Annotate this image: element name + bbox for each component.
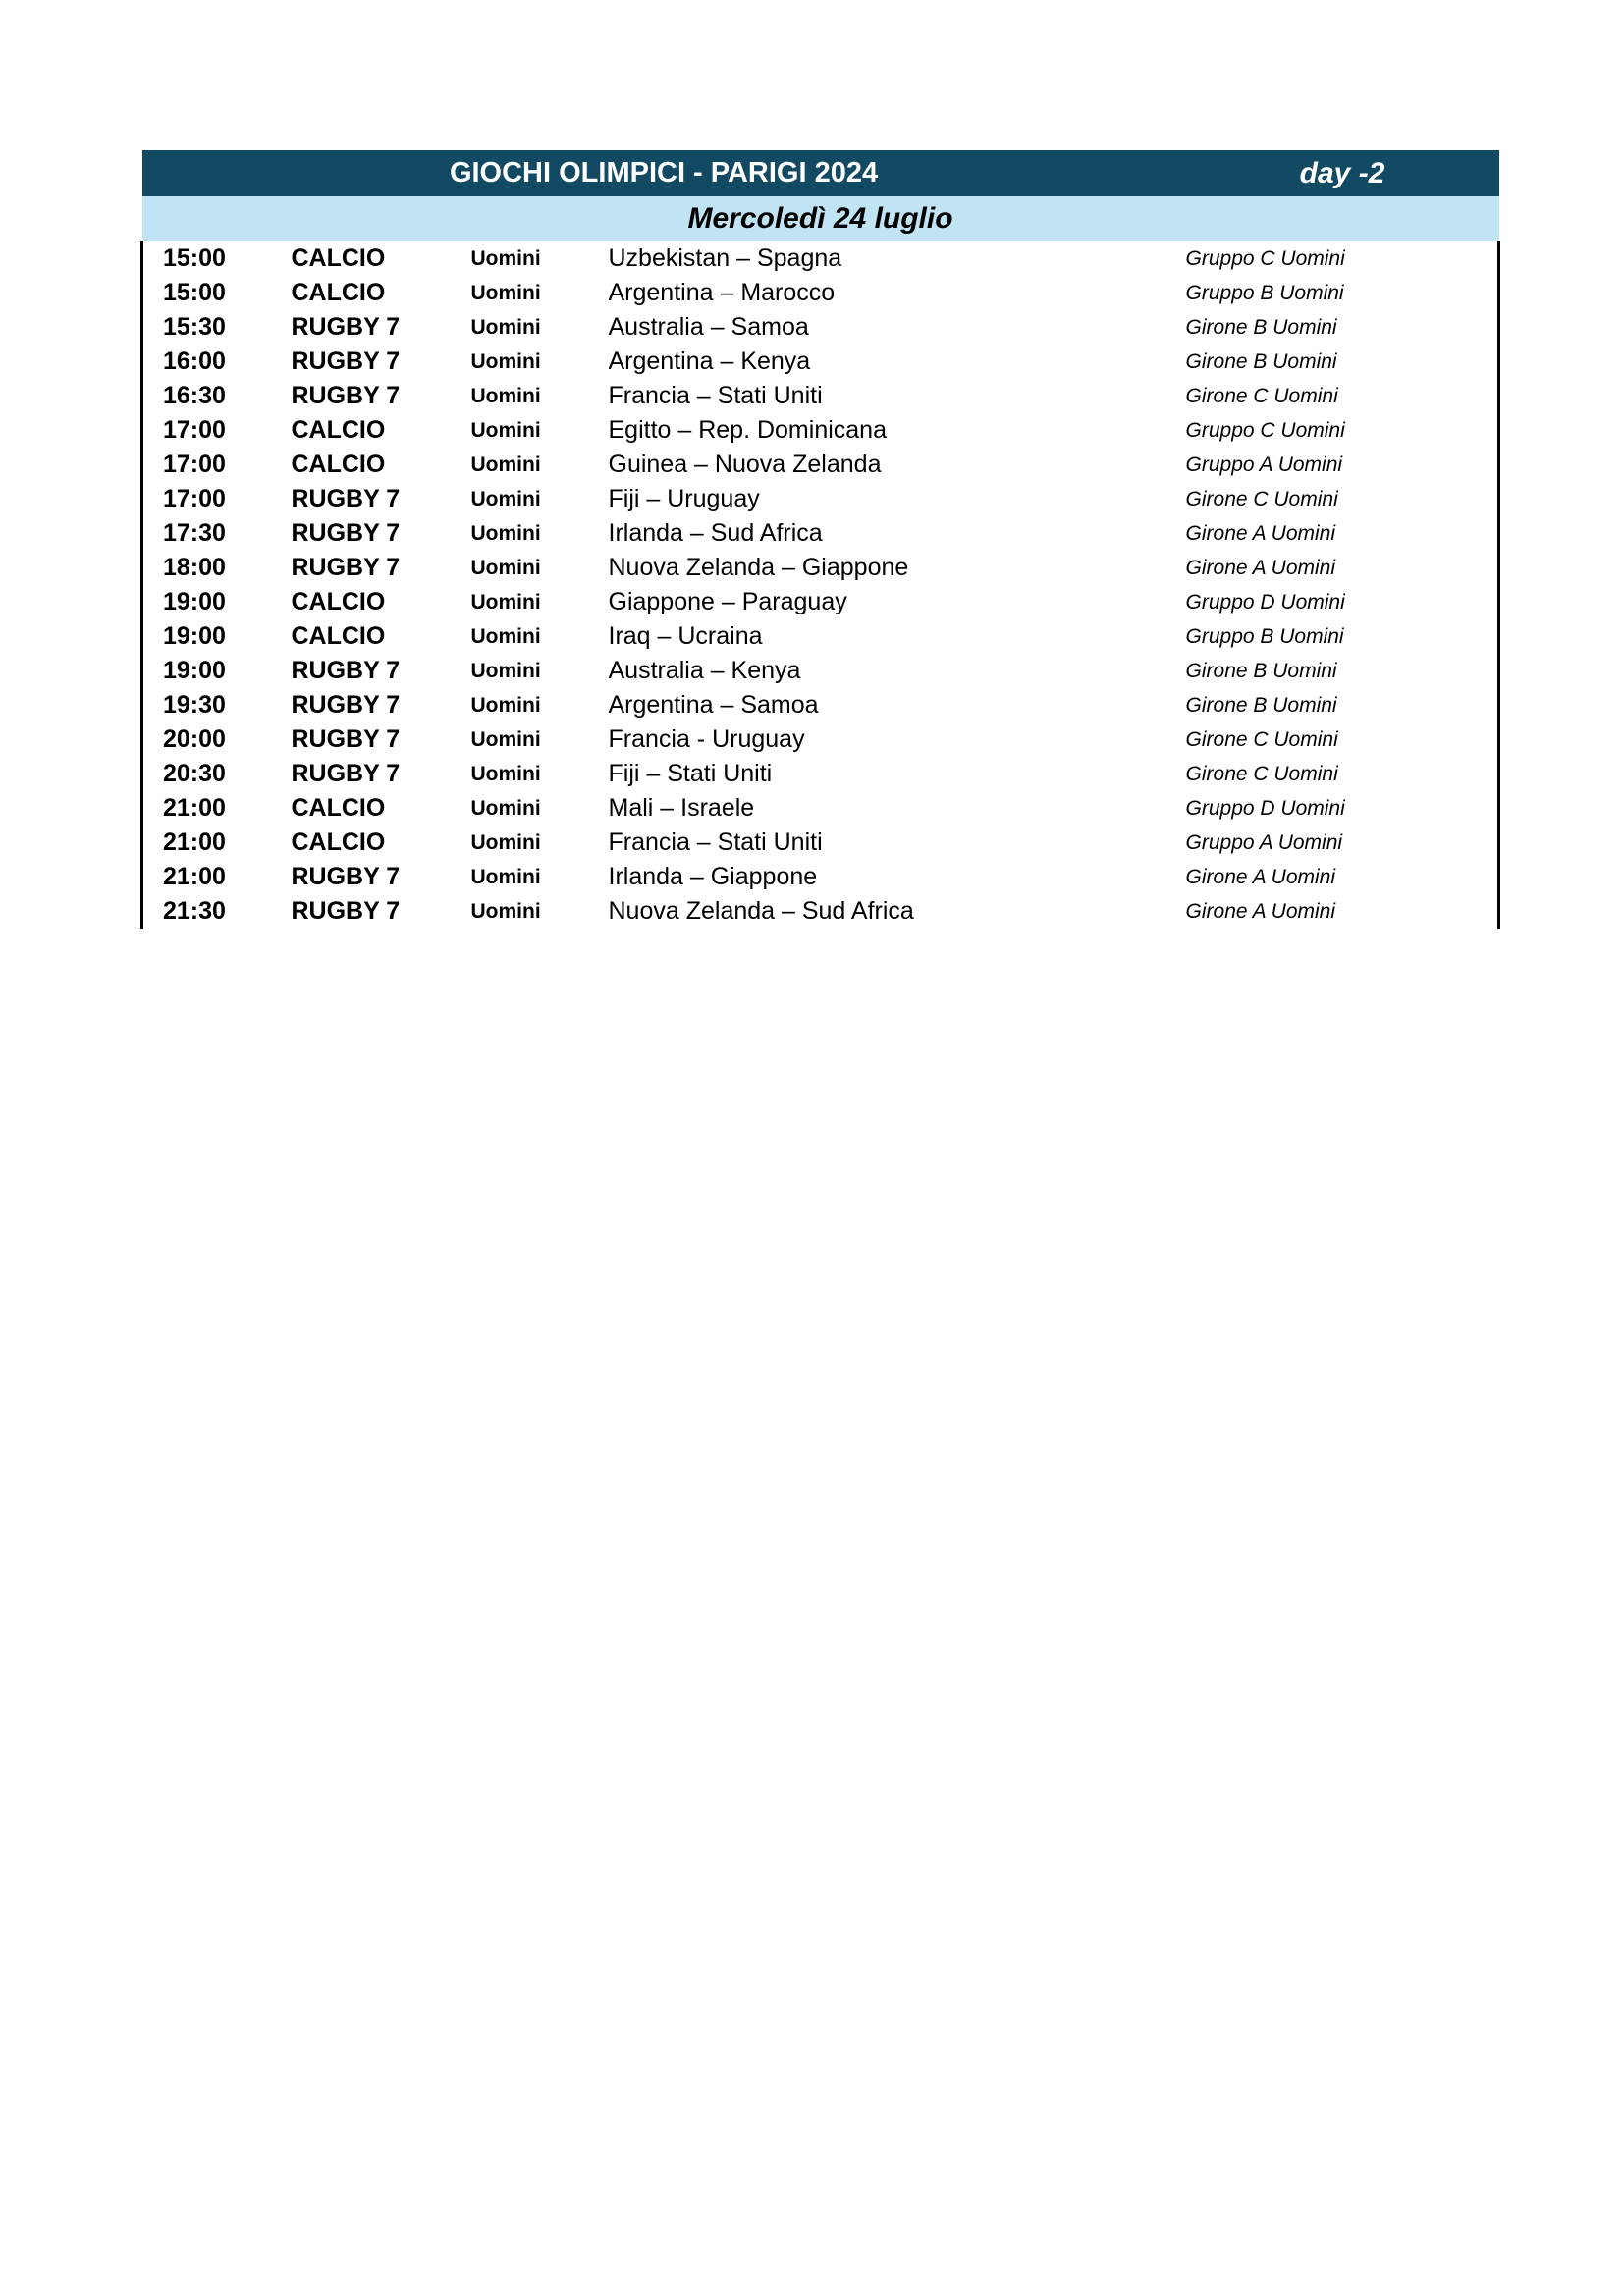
event-gender: Uomini bbox=[470, 349, 541, 373]
table-row bbox=[142, 345, 1499, 379]
event-group: Girone B Uomini bbox=[1186, 654, 1499, 688]
table-row bbox=[142, 757, 1499, 791]
event-gender: Uomini bbox=[470, 556, 541, 579]
event-sport: RUGBY 7 bbox=[291, 760, 401, 787]
event-gender: Uomini bbox=[470, 315, 541, 339]
event-gender: Uomini bbox=[470, 487, 541, 510]
event-match: Fiji – Uruguay bbox=[608, 485, 760, 512]
event-sport: RUGBY 7 bbox=[291, 382, 401, 409]
event-time: 19:00 bbox=[142, 585, 288, 619]
page-title: GIOCHI OLIMPICI - PARIGI 2024 bbox=[142, 150, 1186, 196]
event-time: 17:30 bbox=[142, 516, 288, 551]
event-time: 15:00 bbox=[142, 276, 288, 310]
event-sport: CALCIO bbox=[291, 828, 386, 856]
event-sport: RUGBY 7 bbox=[291, 863, 401, 890]
event-group: Gruppo B Uomini bbox=[1186, 276, 1499, 310]
table-row bbox=[142, 894, 1499, 929]
table-row bbox=[142, 516, 1499, 551]
event-group: Girone B Uomini bbox=[1186, 345, 1499, 379]
event-time: 17:00 bbox=[142, 482, 288, 516]
event-sport: RUGBY 7 bbox=[291, 897, 401, 925]
event-sport: CALCIO bbox=[291, 794, 386, 822]
date-label: Mercoledì 24 luglio bbox=[142, 196, 1499, 241]
event-sport: RUGBY 7 bbox=[291, 554, 401, 581]
event-sport: CALCIO bbox=[291, 588, 386, 615]
event-time: 16:00 bbox=[142, 345, 288, 379]
day-label: day -2 bbox=[1186, 150, 1499, 196]
event-match: Fiji – Stati Uniti bbox=[608, 760, 773, 787]
event-gender: Uomini bbox=[470, 830, 541, 854]
table-row bbox=[142, 379, 1499, 413]
event-gender: Uomini bbox=[470, 281, 541, 304]
event-sport: RUGBY 7 bbox=[291, 519, 401, 547]
event-group: Gruppo D Uomini bbox=[1186, 585, 1499, 619]
table-row bbox=[142, 722, 1499, 757]
schedule-table bbox=[140, 150, 1500, 929]
event-match: Irlanda – Giappone bbox=[608, 863, 818, 890]
event-gender: Uomini bbox=[470, 384, 541, 407]
table-row bbox=[142, 654, 1499, 688]
event-match: Argentina – Marocco bbox=[608, 279, 836, 306]
event-sport: RUGBY 7 bbox=[291, 691, 401, 719]
event-match: Nuova Zelanda – Sud Africa bbox=[608, 897, 914, 925]
event-group: Girone B Uomini bbox=[1186, 688, 1499, 722]
event-gender: Uomini bbox=[470, 727, 541, 751]
event-group: Gruppo A Uomini bbox=[1186, 448, 1499, 482]
event-time: 15:00 bbox=[142, 241, 288, 276]
table-row bbox=[142, 791, 1499, 826]
table-row bbox=[142, 276, 1499, 310]
event-match: Francia – Stati Uniti bbox=[608, 382, 823, 409]
table-row bbox=[142, 413, 1499, 448]
event-gender: Uomini bbox=[470, 899, 541, 923]
event-group: Gruppo B Uomini bbox=[1186, 619, 1499, 654]
event-sport: CALCIO bbox=[291, 622, 386, 650]
event-time: 20:30 bbox=[142, 757, 288, 791]
event-group: Girone A Uomini bbox=[1186, 516, 1499, 551]
event-time: 21:00 bbox=[142, 791, 288, 826]
event-group: Gruppo C Uomini bbox=[1186, 241, 1499, 276]
event-time: 18:00 bbox=[142, 551, 288, 585]
event-match: Guinea – Nuova Zelanda bbox=[608, 451, 882, 478]
event-match: Australia – Samoa bbox=[608, 313, 809, 341]
event-sport: CALCIO bbox=[291, 279, 386, 306]
title-row bbox=[142, 150, 1499, 196]
table-row bbox=[142, 482, 1499, 516]
event-group: Girone C Uomini bbox=[1186, 722, 1499, 757]
event-gender: Uomini bbox=[470, 453, 541, 476]
event-match: Giappone – Paraguay bbox=[608, 588, 847, 615]
event-match: Egitto – Rep. Dominicana bbox=[608, 416, 887, 444]
event-time: 17:00 bbox=[142, 413, 288, 448]
event-gender: Uomini bbox=[470, 624, 541, 648]
event-time: 21:00 bbox=[142, 826, 288, 860]
event-sport: CALCIO bbox=[291, 416, 386, 444]
event-group: Girone A Uomini bbox=[1186, 551, 1499, 585]
table-row bbox=[142, 826, 1499, 860]
table-row bbox=[142, 688, 1499, 722]
event-match: Irlanda – Sud Africa bbox=[608, 519, 823, 547]
event-sport: RUGBY 7 bbox=[291, 485, 401, 512]
event-gender: Uomini bbox=[470, 796, 541, 820]
table-row bbox=[142, 448, 1499, 482]
event-match: Francia – Stati Uniti bbox=[608, 828, 823, 856]
event-match: Argentina – Samoa bbox=[608, 691, 819, 719]
schedule-sheet bbox=[140, 150, 1497, 929]
event-group: Gruppo C Uomini bbox=[1186, 413, 1499, 448]
event-time: 20:00 bbox=[142, 722, 288, 757]
event-time: 19:30 bbox=[142, 688, 288, 722]
event-time: 15:30 bbox=[142, 310, 288, 345]
event-group: Girone C Uomini bbox=[1186, 757, 1499, 791]
event-time: 21:30 bbox=[142, 894, 288, 929]
event-gender: Uomini bbox=[470, 246, 541, 270]
event-match: Francia - Uruguay bbox=[608, 725, 805, 753]
table-row bbox=[142, 860, 1499, 894]
event-gender: Uomini bbox=[470, 762, 541, 785]
event-gender: Uomini bbox=[470, 521, 541, 545]
event-time: 21:00 bbox=[142, 860, 288, 894]
event-gender: Uomini bbox=[470, 659, 541, 682]
event-group: Gruppo A Uomini bbox=[1186, 826, 1499, 860]
event-time: 19:00 bbox=[142, 654, 288, 688]
event-sport: RUGBY 7 bbox=[291, 725, 401, 753]
event-group: Gruppo D Uomini bbox=[1186, 791, 1499, 826]
event-gender: Uomini bbox=[470, 418, 541, 442]
event-time: 19:00 bbox=[142, 619, 288, 654]
event-sport: RUGBY 7 bbox=[291, 313, 401, 341]
event-match: Australia – Kenya bbox=[608, 657, 801, 684]
event-gender: Uomini bbox=[470, 693, 541, 717]
event-sport: RUGBY 7 bbox=[291, 657, 401, 684]
event-group: Girone C Uomini bbox=[1186, 379, 1499, 413]
event-gender: Uomini bbox=[470, 590, 541, 614]
table-row bbox=[142, 241, 1499, 276]
event-match: Uzbekistan – Spagna bbox=[608, 244, 842, 272]
table-row bbox=[142, 551, 1499, 585]
event-match: Nuova Zelanda – Giappone bbox=[608, 554, 909, 581]
event-match: Argentina – Kenya bbox=[608, 347, 811, 375]
event-group: Girone A Uomini bbox=[1186, 860, 1499, 894]
table-row bbox=[142, 585, 1499, 619]
event-gender: Uomini bbox=[470, 865, 541, 888]
date-row bbox=[142, 196, 1499, 241]
event-group: Girone A Uomini bbox=[1186, 894, 1499, 929]
event-time: 16:30 bbox=[142, 379, 288, 413]
event-sport: CALCIO bbox=[291, 451, 386, 478]
event-time: 17:00 bbox=[142, 448, 288, 482]
event-match: Iraq – Ucraina bbox=[608, 622, 763, 650]
event-group: Girone C Uomini bbox=[1186, 482, 1499, 516]
event-group: Girone B Uomini bbox=[1186, 310, 1499, 345]
table-row bbox=[142, 619, 1499, 654]
event-sport: RUGBY 7 bbox=[291, 347, 401, 375]
event-match: Mali – Israele bbox=[608, 794, 755, 822]
event-sport: CALCIO bbox=[291, 244, 386, 272]
table-row bbox=[142, 310, 1499, 345]
